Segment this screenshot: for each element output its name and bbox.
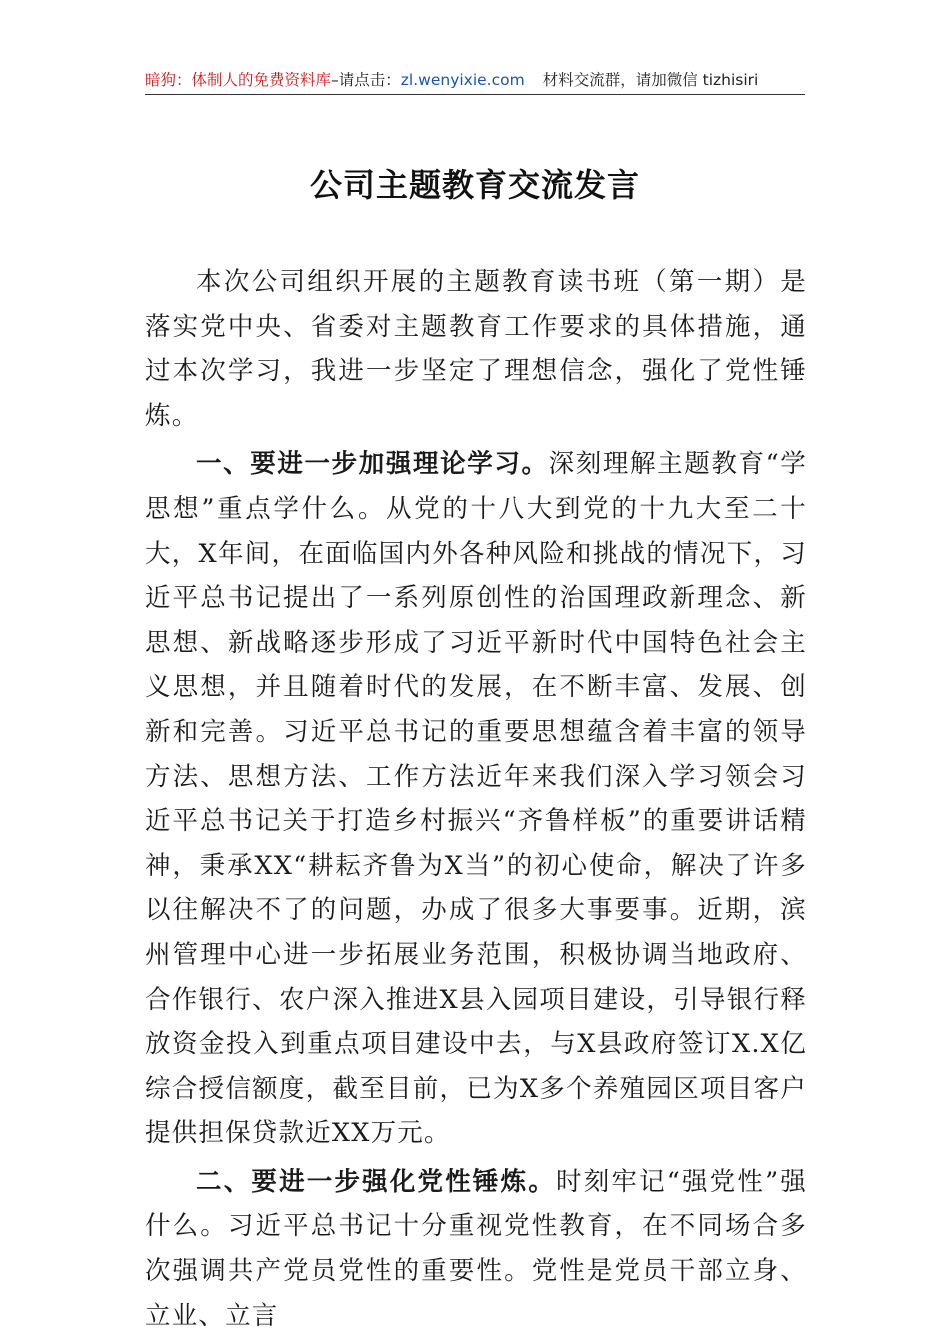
section-2-text: 时刻牢记“强党性”强什么。习近平总书记十分重视党性教育，在不同场合多次强调共产党员党性的重要性。党性是党员干部立身、立业、立言 [145, 1166, 807, 1331]
document-title: 公司主题教育交流发言 [309, 166, 640, 204]
intro-paragraph [145, 260, 807, 438]
document-body [145, 260, 807, 1342]
section-2-heading: 二、要进一步强化党性锤炼。 [196, 1166, 556, 1197]
header-group-text: 材料交流群，请加微信 tizhisiri [542, 71, 759, 89]
header-brand: 暗狗：体制人的免费资料库 [145, 71, 332, 89]
header-click-label: –请点击： [331, 71, 401, 89]
page-header [145, 66, 805, 95]
section-1-heading: 一、要进一步加强理论学习。 [196, 449, 549, 480]
section-2-paragraph [145, 1160, 807, 1338]
section-1-paragraph [145, 442, 807, 1156]
intro-text: 本次公司组织开展的主题教育读书班（第一期）是落实党中央、省委对主题教育工作要求的具体措施，通过本次学习，我进一步坚定了理想信念，强化了党性锤炼。 [145, 267, 807, 431]
header-url-link[interactable]: zl.wenyixie.com [400, 71, 525, 89]
section-1-text: 深刻理解主题教育“学思想”重点学什么。从党的十八大到党的十九大至二十大，X年间，在面临国内外各种风险和挑战的情况下，习近平总书记提出了一系列原创性的治国理政新理念、新思想、新战略逐步形成了习近平新时代中国特色社会主义思想，并且随着时代的发展，在不断丰富、发展、创新和完善。习近平总书记的重要思想蕴含着丰富的领导方法、思想方法、工作方法近年来我们深入学习领会习近平总书记关于打造乡村振兴“齐鲁样板”的重要讲话精神，秉承XX“耕耘齐鲁为X当”的初心使命，解决了许多以往解决不了的问题，办成了很多大事要事。近期，滨州管理中心进一步拓展业务范围，积极协调当地政府、合作银行、农户深入推进X县入园项目建设，引导银行释放资金投入到重点项目建设中去，与X县政府签订X.X亿综合授信额度，截至目前，已为X多个养殖园区项目客户提供担保贷款近XX万元。 [145, 449, 807, 1149]
